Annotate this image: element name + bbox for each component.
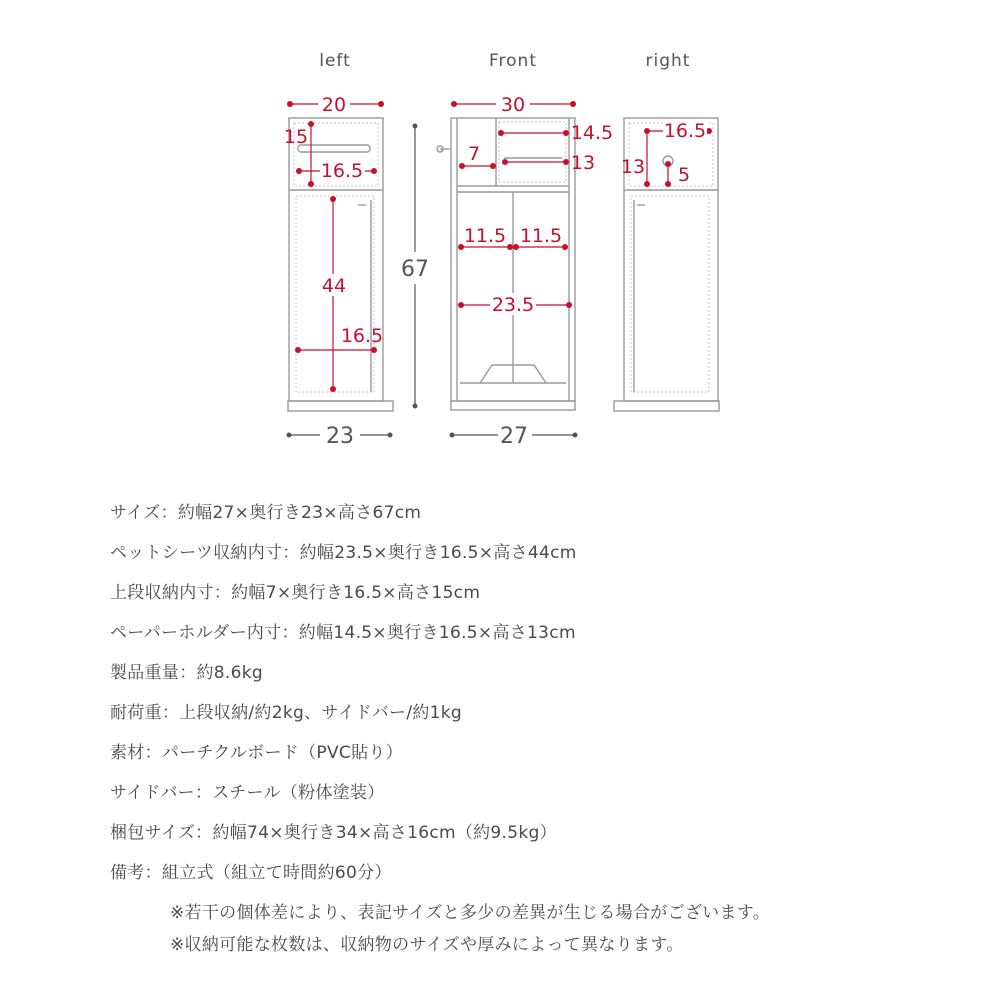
spec-remarks: 備考：組立式（組立て時間約60分） bbox=[110, 863, 392, 883]
dim-front-inner-width: 23.5 bbox=[491, 294, 535, 316]
left-dim-16-5-upper bbox=[296, 159, 377, 182]
left-dim-20 bbox=[287, 92, 384, 116]
dim-front-half-left: 11.5 bbox=[463, 225, 507, 247]
front-dim-27 bbox=[450, 424, 578, 449]
left-dim-16-5-lower bbox=[295, 325, 383, 353]
front-dim-7 bbox=[459, 143, 496, 169]
spec-load-capacity: 耐荷重：上段収納/約2kg、サイドバー/約1kg bbox=[110, 703, 463, 723]
dim-right-holder-height: 13 bbox=[620, 156, 646, 178]
dim-front-holder-height: 13 bbox=[570, 152, 596, 174]
front-dim-13 bbox=[502, 152, 595, 174]
spec-sheet-storage: ペットシーツ収納内寸：約幅23.5×奥行き16.5×高さ44cm bbox=[110, 543, 577, 563]
spec-package-size: 梱包サイズ：約幅74×奥行き34×高さ16cm（約9.5kg） bbox=[110, 823, 557, 843]
dim-left-main-height: 44 bbox=[321, 275, 347, 297]
dim-right-small: 5 bbox=[677, 164, 691, 186]
dim-right-top-depth: 16.5 bbox=[663, 120, 707, 142]
note-variance: ※若干の個体差により、表記サイズと多少の差異が生じる場合がございます。 bbox=[170, 903, 771, 923]
front-dim-30 bbox=[451, 92, 576, 116]
right-dim-16-5 bbox=[644, 119, 712, 142]
left-dim-44 bbox=[318, 196, 350, 392]
note-capacity: ※収納可能な枚数は、収納物のサイズや厚みによって異なります。 bbox=[170, 935, 684, 955]
dim-left-top-width: 20 bbox=[321, 94, 347, 116]
front-dim-14-5 bbox=[498, 122, 613, 144]
spec-material: 素材：パーチクルボード（PVC貼り） bbox=[110, 743, 403, 763]
dim-front-shelf-width: 7 bbox=[467, 143, 481, 165]
dimension-diagram bbox=[0, 0, 1000, 470]
right-dim-5 bbox=[665, 161, 690, 187]
dim-front-bottom-width: 27 bbox=[500, 424, 528, 449]
dim-total-height: 67 bbox=[401, 257, 429, 282]
spec-side-bar: サイドバー：スチール（粉体塗装） bbox=[110, 783, 385, 803]
dim-left-main-depth: 16.5 bbox=[340, 325, 384, 347]
dim-front-top-width: 30 bbox=[500, 94, 526, 116]
spec-size: サイズ：約幅27×奥行き23×高さ67cm bbox=[110, 503, 422, 523]
dim-total-height-line bbox=[401, 124, 429, 409]
view-label-left: left bbox=[319, 51, 351, 71]
spec-weight: 製品重量：約8.6kg bbox=[110, 663, 263, 683]
dim-left-upper-height: 15 bbox=[283, 126, 309, 148]
dim-left-bottom-depth: 23 bbox=[326, 424, 354, 449]
dim-left-upper-depth: 16.5 bbox=[320, 160, 364, 182]
dim-front-half-right: 11.5 bbox=[519, 225, 563, 247]
view-label-front: Front bbox=[489, 51, 537, 71]
right-dim-13 bbox=[621, 131, 650, 187]
dim-front-holder-width: 14.5 bbox=[570, 122, 614, 144]
view-label-right: right bbox=[645, 51, 691, 71]
front-dim-11-5-right bbox=[513, 225, 568, 250]
front-dim-23-5 bbox=[458, 293, 572, 316]
front-dim-11-5-left bbox=[458, 225, 513, 250]
spec-upper-storage: 上段収納内寸：約幅7×奥行き16.5×高さ15cm bbox=[110, 583, 481, 603]
spec-paper-holder: ペーパーホルダー内寸：約幅14.5×奥行き16.5×高さ13cm bbox=[110, 623, 576, 643]
left-dim-23 bbox=[287, 424, 393, 449]
